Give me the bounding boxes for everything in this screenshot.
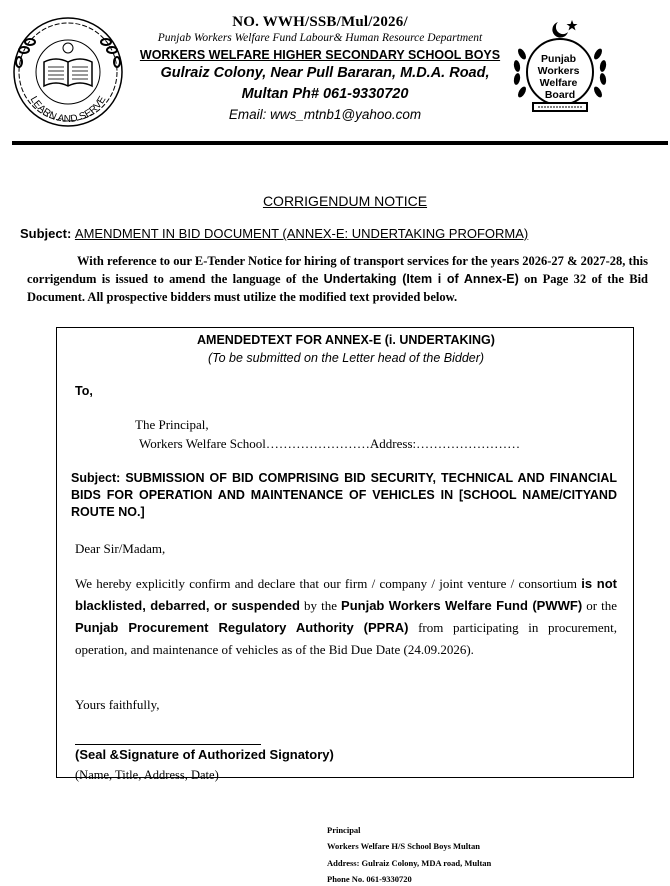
intro-text-1: With reference to our E-Tender Notice for hiring of transport services for the years 2026-27 & 2027-28, this corrigendum is issued to amend the language of the xyxy=(27,254,648,286)
footer-title: Principal xyxy=(327,825,361,835)
amended-title: AMENDEDTEXT FOR ANNEX-E (i. UNDERTAKING) xyxy=(197,333,495,347)
recipient-principal: The Principal, xyxy=(135,417,209,432)
body-bold-1: is not blacklisted, debarred, or suspended xyxy=(75,576,617,613)
body-bold-2: Punjab Workers Welfare Fund (PWWF) xyxy=(341,598,583,613)
body-bold-3: Punjab Procurement Regulatory Authority (PPRA) xyxy=(75,620,409,635)
notice-subject xyxy=(20,226,528,241)
notice-title: CORRIGENDUM NOTICE xyxy=(262,193,428,209)
school-email: Email: wws_mtnb1@yahoo.com xyxy=(228,107,422,122)
body-text-4: from participating in procurement, operation, and maintenance of vehicles as of the Bid Due Date (24.09.2026). xyxy=(75,620,617,657)
body-text-2: by the xyxy=(299,598,342,613)
recipient-to: To, xyxy=(75,384,93,398)
amended-text-box xyxy=(56,327,634,782)
amended-subtitle: (To be submitted on the Letter head of the Bidder) xyxy=(207,351,485,365)
undertaking-body xyxy=(75,573,617,661)
school-address: Gulraiz Colony, Near Pull Bararan, M.D.A. Road, xyxy=(160,65,490,81)
footer-phone: Phone No. 061-9330720 xyxy=(327,874,412,884)
school-crest-logo xyxy=(10,14,126,130)
signature-label: (Seal &Signature of Authorized Signatory) xyxy=(75,747,334,762)
signature-line xyxy=(75,744,261,745)
salutation: Dear Sir/Madam, xyxy=(75,541,166,556)
body-text-3: or the xyxy=(582,598,617,613)
intro-paragraph xyxy=(27,252,648,306)
footer-address: Address: Gulraiz Colony, MDA road, Multan xyxy=(327,858,492,868)
closing: Yours faithfully, xyxy=(75,697,160,712)
signature-detail: (Name, Title, Address, Date) xyxy=(75,768,219,782)
department-name: Punjab Workers Welfare Fund Labour& Human Resource Department xyxy=(157,32,483,44)
footer-school: Workers Welfare H/S School Boys Multan xyxy=(327,841,480,851)
subject-label: Subject: xyxy=(20,226,75,241)
intro-text-2: Undertaking (Item i of Annex-E) xyxy=(323,272,519,286)
intro-text-3: on Page 32 of the Bid Document. All prospective bidders must utilize the modified text provided below. xyxy=(27,272,648,304)
body-text-1: We hereby explicitly confirm and declare that our firm / company / joint venture / consortium xyxy=(75,576,582,591)
subject-text: AMENDMENT IN BID DOCUMENT (ANNEX-E: UNDERTAKING PROFORMA) xyxy=(74,226,529,241)
school-name: WORKERS WELFARE HIGHER SECONDARY SCHOOL BOYS xyxy=(139,48,501,62)
header-divider xyxy=(12,141,668,145)
city-phone: Multan Ph# 061-9330720 xyxy=(241,86,409,102)
board-logo xyxy=(508,14,612,126)
reference-number: NO. WWH/SSB/Mul/2026/ xyxy=(232,14,408,30)
board-logo-text: Punjab Workers Welfare Board xyxy=(537,53,580,101)
crest-motto: LEARN AND SERVE xyxy=(27,94,109,126)
recipient-address: Workers Welfare School……………………Address:…………………… xyxy=(139,436,521,451)
letter-subject: Subject: SUBMISSION OF BID COMPRISING BID SECURITY, TECHNICAL AND FINANCIAL BIDS FOR OPERATION AND MAINTENANCE OF VEHICLES IN [SCHOOL NAME/CITYAND ROUTE NO.] xyxy=(71,471,617,519)
